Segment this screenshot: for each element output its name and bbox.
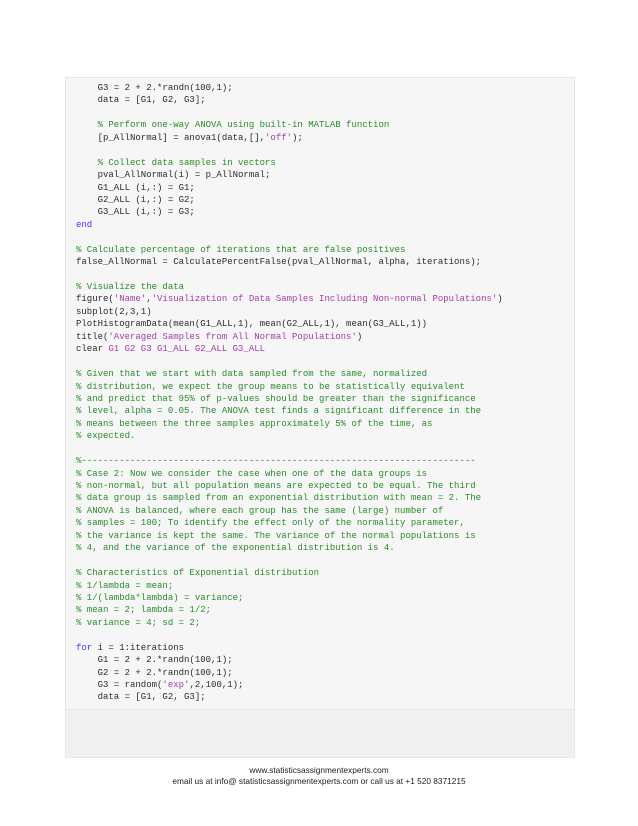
code-line — [76, 691, 503, 703]
code-token: % variance = 4; sd = 2; — [76, 617, 201, 628]
code-line — [76, 169, 503, 181]
code-line — [76, 94, 503, 106]
code-blank-line — [76, 629, 503, 641]
code-line — [76, 331, 503, 343]
code-token: subplot(2,3,1) — [76, 306, 152, 317]
code-token: G2 = 2 + 2.*randn(100,1); — [76, 667, 233, 678]
code-token: % and predict that 95% of p-values should be greater than the significance — [76, 393, 476, 404]
code-token: % Collect data samples in vectors — [76, 157, 276, 168]
code-line — [76, 642, 503, 654]
code-token: % the variance is kept the same. The variance of the normal populations is — [76, 530, 476, 541]
code-line — [76, 505, 503, 517]
code-blank-line — [76, 555, 503, 567]
code-token: % 4, and the variance of the exponential distribution is 4. — [76, 543, 395, 554]
code-line — [76, 219, 503, 231]
code-blank-line — [76, 231, 503, 243]
code-line — [76, 194, 503, 206]
code-line — [76, 343, 503, 355]
code-token: 'Visualization of Data Samples Including Non-normal Populations' — [151, 294, 498, 305]
code-token: % means between the three samples approximately 5% of the time, as — [76, 418, 433, 429]
code-line — [76, 679, 503, 691]
code-token: % Characteristics of Exponential distribution — [76, 568, 320, 579]
code-token: % level, alpha = 0.05. The ANOVA test finds a significant difference in the — [76, 406, 482, 417]
code-token: % Given that we start with data sampled from the same, normalized — [76, 369, 428, 380]
code-token: % 1/lambda = mean; — [76, 580, 174, 591]
code-line — [76, 318, 503, 330]
code-token: i = 1:iterations — [92, 642, 185, 653]
code-token: 'exp' — [162, 680, 190, 690]
code-line — [76, 604, 503, 616]
code-blank-line — [76, 269, 503, 281]
code-token: title( — [76, 331, 109, 342]
code-token: G1_ALL (i,:) = G1; — [76, 182, 195, 193]
code-token: PlotHistogramData(mean(G1_ALL,1), mean(G2_ALL,1), mean(G3_ALL,1)) — [76, 319, 428, 330]
code-block-footer — [65, 710, 575, 758]
code-line — [76, 393, 503, 405]
code-token: , — [146, 294, 152, 305]
code-token: % Perform one-way ANOVA using built-in MATLAB function — [76, 120, 390, 131]
code-line — [76, 430, 503, 442]
code-line — [76, 667, 503, 679]
code-line — [76, 306, 503, 318]
code-blank-line — [76, 107, 503, 119]
code-token: G3 = random( — [76, 680, 163, 690]
code-token: % expected. — [76, 431, 136, 442]
code-line — [76, 654, 503, 666]
code-line — [76, 132, 503, 144]
code-line — [76, 82, 503, 94]
code-token: false_AllNormal = CalculatePercentFalse(pval_AllNormal, alpha, iterations); — [76, 257, 482, 268]
code-line — [76, 580, 503, 592]
code-line — [76, 182, 503, 194]
code-token: % ANOVA is balanced, where each group has the same (large) number of — [76, 505, 444, 516]
code-token: % mean = 2; lambda = 1/2; — [76, 605, 212, 616]
code-line — [76, 381, 503, 393]
code-line — [76, 368, 503, 380]
code-line — [76, 206, 503, 218]
code-line — [76, 244, 503, 256]
code-token: % Case 2: Now we consider the case when one of the data groups is — [76, 468, 428, 479]
footer-contact: email us at info@ statisticsassignmentexperts.com or call us at +1 520 8371215 — [172, 776, 466, 786]
code-token: 'Averaged Samples from All Normal Populations' — [108, 331, 357, 342]
footer-website[interactable]: www.statisticsassignmentexperts.com — [249, 765, 389, 775]
code-token: data = [G1, G2, G3]; — [76, 95, 206, 106]
code-token: % 1/(lambda*lambda) = variance; — [76, 592, 244, 603]
code-token: G3_ALL (i,:) = G3; — [76, 207, 195, 218]
matlab-code — [76, 82, 503, 704]
code-line — [76, 157, 503, 169]
code-line — [76, 418, 503, 430]
code-blank-line — [76, 443, 503, 455]
code-token: data = [G1, G2, G3]; — [76, 692, 206, 703]
code-token: ) — [356, 331, 363, 342]
code-token: G1 = 2 + 2.*randn(100,1); — [76, 655, 233, 666]
code-token: G2_ALL (i,:) = G2; — [76, 194, 195, 205]
code-line — [76, 617, 503, 629]
code-token: pval_AllNormal(i) = p_AllNormal; — [76, 170, 271, 181]
code-line — [76, 592, 503, 604]
code-line — [76, 517, 503, 529]
code-token: %------------------------------------------------------------------------- — [76, 456, 476, 467]
code-line — [76, 492, 503, 504]
code-token: figure( — [76, 294, 114, 305]
code-token: clear — [76, 344, 109, 355]
code-line — [76, 530, 503, 542]
code-token: end — [76, 219, 93, 230]
code-blank-line — [76, 144, 503, 156]
code-line — [76, 480, 503, 492]
page-footer — [0, 765, 638, 787]
code-line — [76, 567, 503, 579]
code-token: ); — [292, 132, 303, 143]
code-line — [76, 281, 503, 293]
code-line — [76, 256, 503, 268]
code-token: ,2,100,1); — [189, 680, 244, 690]
code-token: for — [76, 642, 93, 653]
code-token: % non-normal, but all population means are expected to be equal. The third — [76, 481, 476, 491]
code-line — [76, 542, 503, 554]
code-line — [76, 405, 503, 417]
code-token: [p_AllNormal] = anova1(data,[], — [76, 132, 266, 143]
code-line — [76, 468, 503, 480]
code-line — [76, 455, 503, 467]
code-token: % Visualize the data — [76, 282, 185, 292]
code-token: ) — [497, 294, 503, 305]
code-token: 'Name' — [113, 294, 147, 305]
code-token: % Calculate percentage of iterations that are false positives — [76, 244, 406, 255]
code-line — [76, 119, 503, 131]
code-blank-line — [76, 356, 503, 368]
code-line — [76, 293, 503, 305]
code-token: % distribution, we expect the group means to be statistically equivalent — [76, 381, 465, 392]
code-token: 'off' — [265, 132, 293, 143]
code-token: G1 G2 G3 G1_ALL G2_ALL G3_ALL — [108, 344, 266, 355]
code-token: % data group is sampled from an exponential distribution with mean = 2. The — [76, 493, 482, 504]
code-token: % samples = 100; To identify the effect only of the normality parameter, — [76, 518, 465, 529]
code-token: G3 = 2 + 2.*randn(100,1); — [76, 83, 233, 93]
